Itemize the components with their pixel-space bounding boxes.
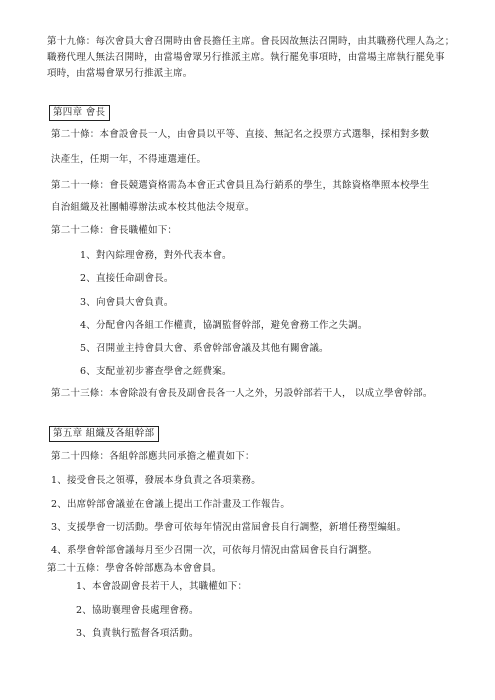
article-19-line-3: 項時，由當場會眾另行推派主席。 <box>47 68 193 79</box>
sub-item: 3、負責執行監督各項活動。 <box>76 628 199 639</box>
article-23: 第二十三條：本會除設有會長及副會長各一人之外，另設幹部若干人， 以成立學會幹部。 <box>51 388 433 399</box>
power-item: 2、直接任命副會長。 <box>80 273 174 284</box>
sub-item: 2、協助襄理會長處理會務。 <box>76 605 199 616</box>
article-20-line-1: 第二十條：本會設會長一人，由會員以平等、直接、無記名之投票方式選舉，採相對多數 <box>51 129 430 140</box>
power-item: 4、分配會內各組工作權責，協調監督幹部，避免會務工作之失調。 <box>80 320 368 331</box>
sub-item: 1、本會設副會長若干人，其職權如下： <box>76 581 248 592</box>
article-25: 第二十五條：學會各幹部應為本會會員。 <box>47 563 222 574</box>
duty-item: 4、系學會幹部會議每月至少召開一次，可依每月情況由當屆會長自行調整。 <box>51 545 378 556</box>
power-item: 3、向會員大會負責。 <box>80 297 174 308</box>
article-21-line-1: 第二十一條：會長競選資格需為本會正式會員且為行銷系的學生，其餘資格準照本校學生 <box>51 180 430 191</box>
duty-item: 2、出席幹部會議並在會議上提出工作計畫及工作報告。 <box>51 499 291 510</box>
duty-item: 3、支援學會一切活動。學會可依每年情況由當屆會長自行調整，新增任務型編組。 <box>51 522 407 533</box>
article-22: 第二十二條：會長職權如下： <box>51 225 178 236</box>
article-21-line-2: 自治組織及社團輔導辦法或本校其他法令規章。 <box>51 202 255 213</box>
chapter-4-heading: 第四章 會長 <box>49 105 110 121</box>
power-item: 1、對內綜理會務，對外代表本會。 <box>80 250 232 261</box>
chapter-5-heading: 第五章 組織及各組幹部 <box>49 426 159 442</box>
article-20-line-2: 決產生，任期一年，不得連選連任。 <box>51 154 207 165</box>
power-item: 5、召開並主持會員大會、系會幹部會議及其他有關會議。 <box>80 343 329 354</box>
power-item: 6、支配並初步審查學會之經費案。 <box>80 366 232 377</box>
duty-item: 1、接受會長之領導，發展本身負責之各項業務。 <box>51 475 261 486</box>
article-24: 第二十四條：各組幹部應共同承擔之權責如下： <box>51 451 255 462</box>
article-19-line-1: 第十九條：每次會員大會召開時由會長擔任主席。會長因故無法召開時，由其職務代理人為之； <box>47 36 455 47</box>
article-19-line-2: 職務代理人無法召開時，由當場會眾另行推派主席。執行罷免事項時，由當場主席執行罷免事 <box>47 52 445 63</box>
